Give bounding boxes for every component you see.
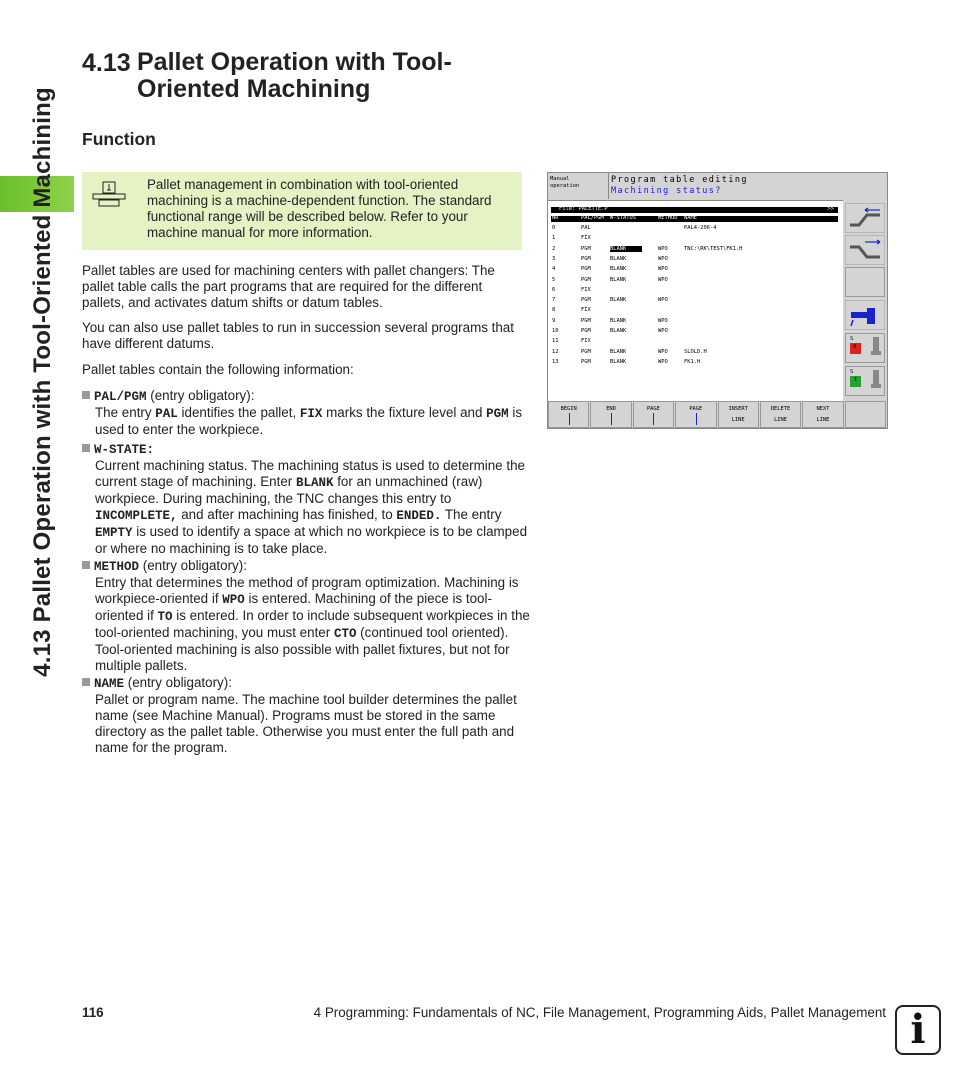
table-cell: FK1.H — [684, 358, 701, 365]
paragraph-intro: Pallet tables are used for machining centers with pallet changers: The pallet table calls the part programs that are required for the different pallets, and activates datum shifts or datum tables. — [82, 263, 495, 310]
coolant-icon[interactable] — [845, 300, 885, 330]
table-cell: BLANK — [610, 255, 627, 262]
table-cell: BLANK — [610, 328, 627, 334]
side-chapter-title: 4.13 Pallet Operation with Tool-Oriented Machining — [29, 87, 56, 677]
file-bar: File: PALETTE.P >> — [551, 207, 838, 213]
table-cell: WPO — [658, 245, 668, 252]
softkey-label: END — [606, 406, 616, 412]
bullet-square — [82, 444, 90, 452]
column-header: PAL/PGM — [581, 215, 604, 221]
table-cell: WPO — [658, 297, 668, 304]
softkey-label: INSERT — [728, 406, 748, 412]
table-cell: WPO — [658, 317, 668, 324]
screen-header: Program table editing Machining status? — [609, 173, 887, 199]
arrow-down-icon — [696, 413, 697, 425]
footer-chapter: 4 Programming: Fundamentals of NC, File Management, Programming Aids, Pallet Management — [313, 1005, 886, 1020]
table-cell: SLOLD.H — [684, 348, 707, 355]
softkey-label: DELETE — [770, 406, 791, 412]
table-cell: PGM — [581, 317, 591, 324]
table-cell: BLANK — [610, 297, 627, 304]
table-cell: 5 — [552, 276, 556, 283]
table-cell: PGM — [581, 245, 591, 252]
table-cell: 7 — [552, 297, 556, 304]
table-cell: WPO — [658, 328, 668, 334]
table-cell: 10 — [552, 328, 559, 334]
bullet-square — [82, 561, 90, 569]
table-cell: 3 — [552, 255, 556, 262]
softkey[interactable] — [760, 401, 801, 428]
tnc-screen — [547, 172, 888, 429]
table-cell: PGM — [581, 328, 591, 334]
table-cell: TNC:\RK\TEST\FK1.H — [684, 245, 743, 252]
softkey[interactable] — [675, 401, 716, 428]
info-icon: i — [895, 1005, 941, 1055]
softkey[interactable] — [548, 401, 589, 428]
arrow-down-icon — [611, 413, 612, 425]
spindle-stop-key[interactable]: S 0 — [845, 333, 885, 363]
arrow-up-icon — [653, 413, 654, 425]
mode-box: Manual operation — [548, 173, 609, 199]
column-header: NAME — [684, 215, 697, 221]
table-cell: FIX — [581, 307, 591, 314]
table-cell: FIX — [581, 235, 591, 242]
subheading: Function — [82, 129, 156, 149]
table-cell: BLANK — [610, 276, 627, 283]
column-header: METHOD — [658, 215, 678, 221]
table-cell: BLANK — [610, 348, 627, 355]
section-title: Pallet Operation with Tool-Oriented Machining — [137, 48, 452, 103]
table-cell: FIX — [581, 286, 591, 293]
table-cell: 8 — [552, 307, 556, 314]
table-cell: PGM — [581, 297, 591, 304]
table-cell: WPO — [658, 276, 668, 283]
table-cell: 13 — [552, 358, 559, 365]
table-cell[interactable]: BLANK — [610, 246, 642, 252]
paragraph-contents: Pallet tables contain the following information: — [82, 362, 354, 377]
table-cell: WPO — [658, 255, 668, 262]
table-cell: BLANK — [610, 266, 627, 273]
softkey[interactable] — [633, 401, 674, 428]
softkey[interactable] — [802, 401, 843, 428]
table-cell: 9 — [552, 317, 556, 324]
table-cell: 4 — [552, 266, 556, 273]
section-number: 4.13 — [82, 49, 131, 77]
table-cell: PGM — [581, 358, 591, 365]
paragraph-datums: You can also use pallet tables to run in succession several programs that have different datums. — [82, 320, 514, 351]
arrow-up-icon — [569, 413, 570, 425]
feed-override-icon[interactable] — [845, 203, 885, 233]
bullet-w-state: W-STATE: Current machining status. The machining status is used to determine the current stage of machining. Enter BLANK for an unmachined (raw) workpiece. During machining, the TNC changes this entry to INCOMPLETE, and after machining has finished, to ENDED. The entry EMPTY is used to identify a space at which no workpiece is to be clamped or where no machining is to take place. — [82, 441, 532, 557]
table-cell: BLANK — [610, 358, 627, 365]
table-cell: 12 — [552, 348, 559, 355]
softkey[interactable] — [718, 401, 759, 428]
column-header: NR — [552, 215, 559, 221]
softkey-empty[interactable] — [845, 401, 886, 428]
spindle-start-key[interactable]: S I — [845, 366, 885, 396]
table-cell: 0 — [552, 225, 556, 231]
softkey-label: LINE — [816, 417, 830, 423]
softkey-label: BEGIN — [560, 406, 577, 412]
table-cell: WPO — [658, 358, 668, 365]
table-cell: 2 — [552, 245, 556, 252]
page-number: 116 — [82, 1005, 104, 1020]
column-header: W-STATUS — [610, 215, 636, 221]
table-cell: WPO — [658, 348, 668, 355]
table-cell: 6 — [552, 286, 556, 293]
table-cell: FIX — [581, 338, 591, 345]
bullet-method: METHOD (entry obligatory): Entry that determines the method of program optimization. Machining is workpiece-oriented if WPO is entered. Machining of the piece is tool-oriented if TO is entered. In order to include subsequent workpieces in the tool-oriented machining, you must enter CTO (continued tool oriented). Tool-oriented machining is also possible with pallet fixtures, but not for multiple pallets. — [82, 558, 532, 674]
softkey-label: NEXT — [816, 406, 830, 412]
softkey-row — [548, 401, 887, 428]
softkey-label: LINE — [774, 417, 788, 423]
table-cell: PAL4-206-4 — [684, 225, 717, 231]
blank-key[interactable] — [845, 267, 885, 297]
table-cell: PAL — [581, 225, 591, 231]
note-text: Pallet management in combination with tool-oriented machining is a machine-dependent function. The standard functional range will be described below. Refer to your machine manual for more information. — [147, 177, 492, 240]
softkey-label: PAGE — [689, 406, 703, 412]
side-softkeys — [844, 200, 887, 400]
table-cell: PGM — [581, 348, 591, 355]
table-cell: PGM — [581, 276, 591, 283]
table-cell: 1 — [552, 235, 556, 242]
table-area — [548, 200, 843, 401]
table-cell: WPO — [658, 266, 668, 273]
bullet-square — [82, 678, 90, 686]
bullet-name: NAME (entry obligatory): Pallet or program name. The machine tool builder determines the pallet name (see Machine Manual). Programs must be stored in the same directory as the pallet table. Otherwise you must enter the full path and name for the program. — [82, 675, 532, 756]
bullet-square — [82, 391, 90, 399]
bullet-pal-pgm: PAL/PGM (entry obligatory): The entry PAL identifies the pallet, FIX marks the fixture level and PGM is used to enter the workpiece. — [82, 388, 532, 438]
spindle-override-icon[interactable] — [845, 235, 885, 265]
table-cell: PGM — [581, 255, 591, 262]
table-cell: BLANK — [610, 317, 627, 324]
table-cell: PGM — [581, 266, 591, 273]
softkey[interactable] — [590, 401, 631, 428]
softkey-label: LINE — [731, 417, 745, 423]
machine-manual-icon — [92, 181, 126, 209]
softkey-label: PAGE — [646, 406, 660, 412]
table-cell: 11 — [552, 338, 559, 345]
